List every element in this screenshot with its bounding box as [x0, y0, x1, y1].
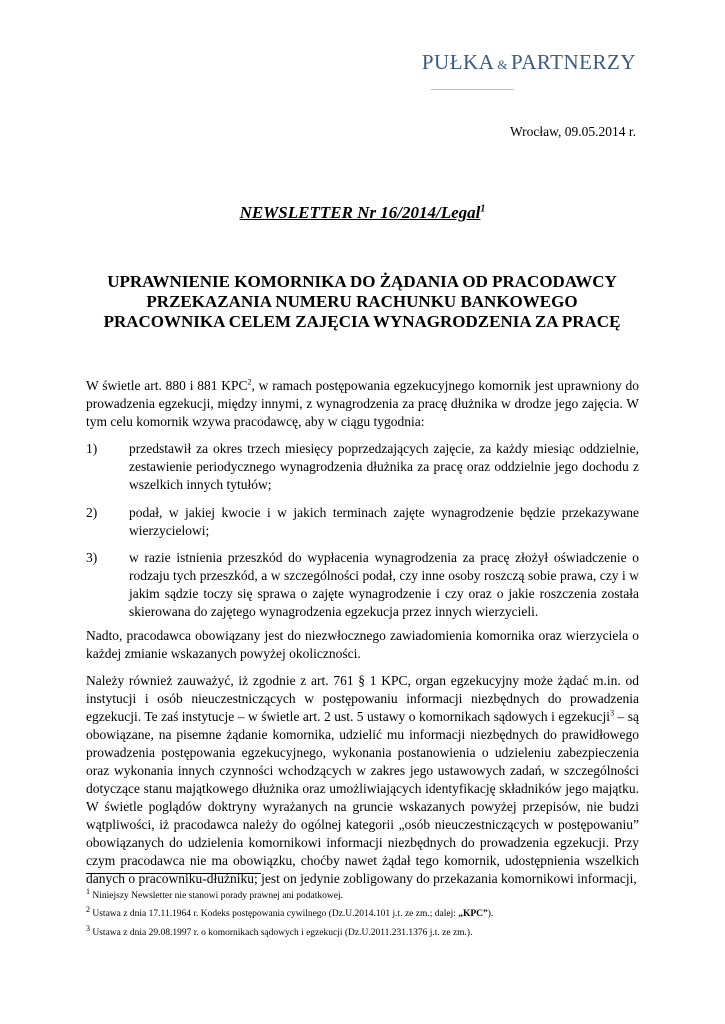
footnote-2: [86, 904, 639, 920]
footnote-ref-2: 2: [247, 377, 252, 387]
footnote-number: 1: [86, 886, 90, 896]
logo-divider: [431, 89, 514, 90]
footnote-ref-3: 3: [610, 708, 615, 718]
paragraph-1-text-a: W świetle art. 880 i 881 KPC: [86, 378, 248, 393]
footnote-text-b: ).: [487, 909, 494, 919]
list-item: [86, 440, 639, 494]
paragraph-2: Nadto, pracodawca obowiązany jest do niezwłocznego zawiadomienia komornika oraz wierzyciela o każdej zmianie wskazanych powyżej okoliczności.: [86, 628, 639, 661]
list-item-number: 3): [86, 550, 98, 565]
footnote-text: Ustawa z dnia 29.08.1997 r. o komornikach sądowych i egzekucji (Dz.U.2011.231.1376 j.t. ze zm.).: [92, 928, 473, 938]
company-logo: [422, 50, 636, 75]
list-item-text: podał, w jakiej kwocie i w jakich terminach zajęte wynagrodzenie będzie przekazywane wierzycielowi;: [129, 505, 639, 538]
footnote-number: 3: [86, 923, 90, 933]
list-item-text: w razie istnienia przeszkód do wypłacenia wynagrodzenia za pracę złożył oświadczenie o rodzaju tych przeszkód, a w szczególności podał, czy inne osoby roszczą sobie prawa, czy i w jakim sądzie toczy się sprawa o zajęte wynagrodzenie i czy oraz o jakie roszczenia została skierowana do zajętego wynagrodzenia egzekucja przez innych wierzycieli.: [129, 550, 639, 619]
headline-line-3: PRACOWNIKA CELEM ZAJĘCIA WYNAGRODZENIA ZA PRACĘ: [103, 312, 621, 331]
document-date: Wrocław, 09.05.2014 r.: [509, 124, 636, 139]
footnote-ref-1: 1: [480, 203, 486, 215]
logo-second-word: PARTNERZY: [511, 50, 636, 74]
footnote-text: Niniejszy Newsletter nie stanowi porady prawnej ani podatkowej.: [92, 891, 343, 901]
footnote-1: [86, 886, 639, 902]
footnote-divider: [86, 873, 261, 874]
logo-ampersand: &: [497, 57, 509, 72]
paragraph-3: [86, 672, 639, 888]
headline-line-2: PRZEKAZANIA NUMERU RACHUNKU BANKOWEGO: [146, 292, 578, 311]
list-item: [86, 549, 639, 621]
paragraph-1: [86, 377, 639, 431]
footnote-3: [86, 923, 639, 939]
logo-first-word: PUŁKA: [421, 50, 495, 74]
document-headline: [86, 272, 638, 332]
newsletter-title: [0, 203, 725, 223]
footnote-text-a: Ustawa z dnia 17.11.1964 r. Kodeks postępowania cywilnego (Dz.U.2014.101 j.t. ze zm.; dalej:: [92, 909, 459, 919]
list-item: [86, 504, 639, 540]
list-item-number: 2): [86, 505, 98, 520]
paragraph-1-text-b: , w ramach postępowania egzekucyjnego komornik jest uprawniony do prowadzenia egzekucji, między innymi, z wynagrodzenia za pracę dłużnika w drodze jego zajęcia. W tym celu komornik wzywa pracodawcę, aby w ciągu tygodnia:: [86, 378, 639, 429]
list-item-text: przedstawił za okres trzech miesięcy poprzedzających zajęcie, za każdy miesiąc oddzielnie, zestawienie periodycznego wynagrodzenia dłużnika za pracę oraz oddzielnie jego dochodu z wszelkich innych tytułów;: [129, 441, 639, 492]
newsletter-title-text: NEWSLETTER Nr 16/2014/Legal: [239, 203, 481, 222]
footnote-text-bold: „KPC”: [458, 909, 488, 919]
footnote-number: 2: [86, 904, 90, 914]
paragraph-3-text-b: – są obowiązane, na pisemne żądanie komornika, udzielić mu informacji niezbędnych do prawidłowego prowadzenia postępowania egzekucyjnego, wykonania postanowienia o udzieleniu zabezpieczenia oraz wykonania innych czynności wchodzących w zakres jego ustawowych zadań, w szczególności dotyczące stanu majątkowego dłużnika oraz umożliwiających identyfikację składników jego majątku. W świetle poglądów doktryny wyrażanych na gruncie wskazanych powyżej przepisów, nie budzi wątpliwości, iż pracodawca należy do ogólnej kategorii „osób nieuczestniczących w postępowaniu” obowiązanych do udzielenia komornikowi informacji niezbędnych do prowadzenia egzekucji. Przy czym pracodawca nie ma obowiązku, choćby nawet żądał tego komornik, udostępnienia wszelkich danych o pracowniku-dłużniku; jest on jedynie zobligowany do przekazania komornikowi informacji,: [86, 709, 639, 886]
headline-line-1: UPRAWNIENIE KOMORNIKA DO ŻĄDANIA OD PRACODAWCY: [107, 272, 617, 291]
list-item-number: 1): [86, 441, 98, 456]
paragraph-3-text-a: Należy również zauważyć, iż zgodnie z art. 761 § 1 KPC, organ egzekucyjny może żądać m.in. od instytucji i osób nieuczestniczących w postępowaniu informacji niezbędnych do prowadzenia egzekucji. Te zaś instytucje – w świetle art. 2 ust. 5 ustawy o komornikach sądowych i egzekucji: [86, 673, 639, 724]
